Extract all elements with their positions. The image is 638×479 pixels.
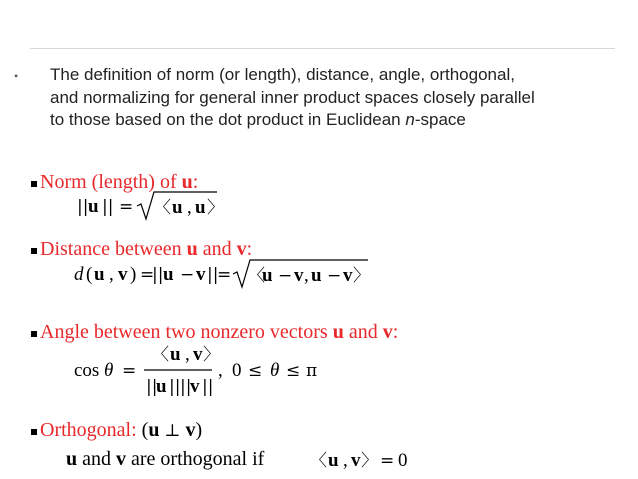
norm-heading-var: u xyxy=(181,171,193,193)
distance-arg-u: u xyxy=(94,264,105,285)
distance-langle: 〈 xyxy=(248,266,265,286)
angle-den-u: u xyxy=(156,376,167,397)
angle-den-bars-left-2: || xyxy=(180,377,192,397)
intro-line-1: The definition of norm (or length), distance, angle, orthogonal, xyxy=(50,65,515,84)
intro-line-3-n: n xyxy=(405,110,415,129)
norm-formula xyxy=(75,190,235,222)
distance-rangle: 〉 xyxy=(353,266,370,286)
distance-heading-and: and xyxy=(197,238,237,260)
norm-heading-colon: : xyxy=(192,171,199,193)
orthogonal-zero: 0 xyxy=(398,450,408,471)
distance-heading-colon: : xyxy=(246,238,253,260)
angle-cos: cos xyxy=(74,360,100,381)
orthogonal-perp: ⊥ xyxy=(164,421,181,441)
norm-rangle: 〉 xyxy=(207,198,224,218)
distance-equals-1: = xyxy=(140,265,155,285)
distance-arg-v: v xyxy=(118,264,128,285)
norm-heading-text: Norm (length) of xyxy=(40,171,182,193)
angle-den-bars-left-1: || xyxy=(146,377,158,397)
angle-num-v: v xyxy=(193,344,203,365)
angle-zero: 0 xyxy=(232,360,242,381)
distance-r-u2: u xyxy=(311,265,322,286)
orthogonal-body-v: v xyxy=(116,448,127,470)
angle-heading-u: u xyxy=(332,321,344,343)
angle-num-u: u xyxy=(170,344,181,365)
angle-num-rangle: 〉 xyxy=(203,345,220,365)
norm-equals: = xyxy=(119,197,134,217)
angle-formula xyxy=(72,342,322,400)
intro-line-2: and normalizing for general inner product spaces closely parallel xyxy=(50,87,535,107)
distance-r-u1: u xyxy=(262,265,273,286)
distance-bars-right: || xyxy=(207,265,219,285)
orthogonal-f-v: v xyxy=(351,450,361,471)
angle-bullet xyxy=(31,331,37,337)
distance-minus: − xyxy=(180,265,195,285)
orthogonal-bullet xyxy=(31,429,37,435)
angle-theta: θ xyxy=(104,360,114,381)
orthogonal-langle: 〈 xyxy=(310,451,327,471)
distance-equals-2: = xyxy=(217,265,232,285)
orthogonal-heading xyxy=(40,418,202,443)
distance-heading-u: u xyxy=(186,238,198,260)
angle-den-bars-right-2: || xyxy=(202,377,214,397)
orthogonal-statement xyxy=(66,447,264,471)
intro-line-3 xyxy=(50,109,620,132)
orthogonal-u: u xyxy=(148,419,160,441)
orthogonal-f-comma: , xyxy=(343,450,348,471)
norm-arg-u1: u xyxy=(172,197,183,218)
norm-bars-right: || xyxy=(102,197,114,217)
angle-le-1: ≤ xyxy=(248,361,263,381)
norm-lhs-var: u xyxy=(88,196,99,217)
intro-line-3-post: -space xyxy=(414,110,466,129)
distance-norm-v: v xyxy=(196,264,206,285)
angle-heading-text: Angle between two nonzero vectors xyxy=(40,321,333,343)
angle-heading-v: v xyxy=(382,321,393,343)
angle-num-comma: , xyxy=(185,344,190,365)
distance-norm-u: u xyxy=(163,264,174,285)
distance-bullet xyxy=(31,248,37,254)
angle-den-v: v xyxy=(190,376,200,397)
angle-trail-comma: , xyxy=(218,360,223,381)
distance-minus-2: − xyxy=(278,266,293,286)
norm-langle: 〈 xyxy=(154,198,171,218)
orthogonal-body-u: u xyxy=(66,448,78,470)
angle-le-2: ≤ xyxy=(286,361,301,381)
angle-heading xyxy=(40,320,398,344)
distance-comma: , xyxy=(109,264,114,285)
intro-line-3-pre: to those based on the dot product in Euclidean xyxy=(50,110,406,129)
distance-bars-left: || xyxy=(152,265,164,285)
orthogonal-lpar: ( xyxy=(141,419,149,441)
distance-minus-3: − xyxy=(327,266,342,286)
angle-heading-colon: : xyxy=(392,321,399,343)
orthogonal-formula xyxy=(308,444,418,474)
norm-bars-left: || xyxy=(77,197,89,217)
distance-lpar: ( xyxy=(86,264,93,285)
distance-d: d xyxy=(74,264,84,285)
distance-r-v1: v xyxy=(294,265,304,286)
distance-heading-text: Distance between xyxy=(40,238,187,260)
distance-comma-2: , xyxy=(304,265,309,286)
distance-formula xyxy=(72,258,372,290)
norm-arg-u2: u xyxy=(195,197,206,218)
norm-bullet xyxy=(31,181,37,187)
distance-heading-v: v xyxy=(236,238,247,260)
distance-rpar: ) xyxy=(130,264,137,285)
orthogonal-v: v xyxy=(185,419,196,441)
orthogonal-body-and: and xyxy=(77,448,117,470)
top-divider xyxy=(30,48,615,49)
orthogonal-equals: = xyxy=(380,451,395,471)
intro-bullet: • xyxy=(14,69,19,83)
angle-den-bars-right-1: || xyxy=(169,377,181,397)
norm-comma: , xyxy=(187,197,192,218)
angle-num-langle: 〈 xyxy=(152,345,169,365)
distance-r-v2: v xyxy=(343,265,353,286)
orthogonal-body-rest: are orthogonal if xyxy=(126,448,265,470)
orthogonal-f-u: u xyxy=(328,450,339,471)
angle-heading-and: and xyxy=(343,321,383,343)
intro-paragraph xyxy=(50,64,620,132)
angle-theta-2: θ xyxy=(270,360,280,381)
angle-pi: π xyxy=(306,361,318,381)
orthogonal-rangle: 〉 xyxy=(361,451,378,471)
angle-equals: = xyxy=(122,361,137,381)
orthogonal-heading-text: Orthogonal: xyxy=(40,419,142,441)
orthogonal-rpar: ) xyxy=(195,419,203,441)
